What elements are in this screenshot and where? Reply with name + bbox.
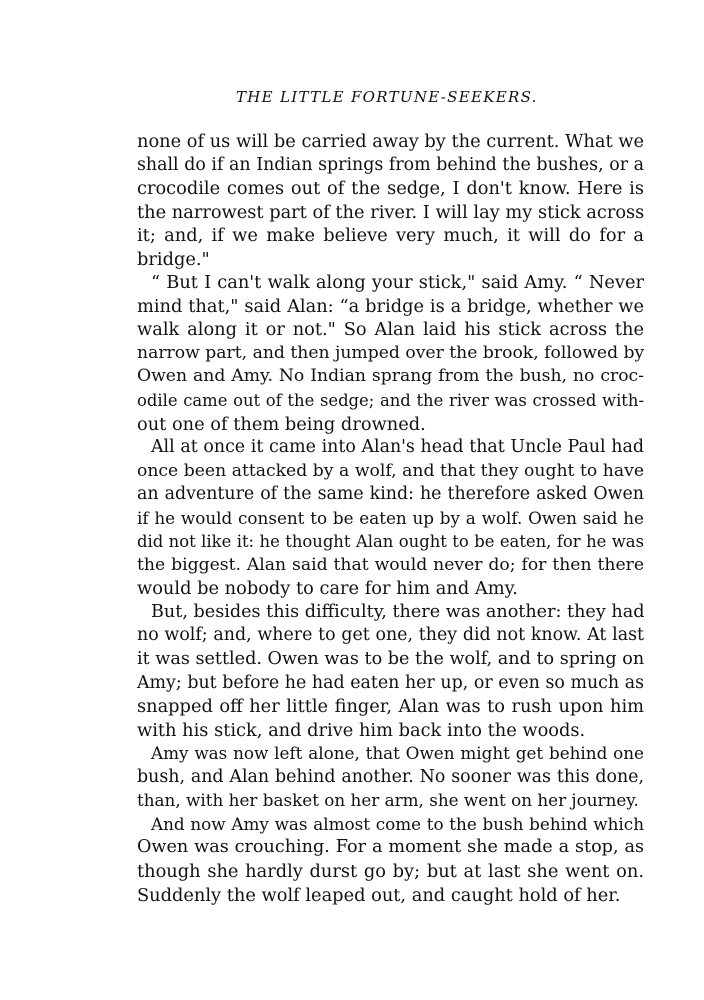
text-line: the biggest. Alan said that would never do; for then there	[137, 554, 644, 575]
text-line: it; and, if we make believe very much, it will do for a	[137, 225, 644, 247]
text-line: though she hardly durst go by; but at last she went on.	[137, 860, 644, 882]
text-line: narrow part, and then jumped over the brook, followed by	[137, 342, 645, 363]
text-line: the narrowest part of the river. I will lay my stick across	[137, 201, 645, 223]
text-line: once been attacked by a wolf, and that they ought to have	[137, 460, 644, 481]
text-line: Suddenly the wolf leaped out, and caught hold of her.	[137, 884, 621, 906]
text-line: it was settled. Owen was to be the wolf, and to spring on	[137, 649, 645, 670]
text-line: if he would consent to be eaten up by a wolf. Owen said he	[137, 507, 644, 528]
text-line: no wolf; and, where to get one, they did not know. At last	[137, 625, 644, 646]
text-line: Owen and Amy. No Indian sprang from the bush, no croc-	[137, 366, 644, 387]
text-line: bridge."	[137, 248, 210, 270]
text-line: would be nobody to care for him and Amy.	[137, 578, 518, 600]
text-line: none of us will be carried away by the current. What we	[137, 131, 644, 152]
text-line: mind that," said Alan: “a bridge is a bridge, whether we	[137, 295, 644, 317]
body-text	[137, 130, 644, 907]
text-line: But, besides this difficulty, there was another: they had	[151, 601, 645, 622]
text-line: odile came out of the sedge; and the river was crossed with-	[137, 391, 644, 411]
text-line: snapped off her little finger, Alan was to rush upon him	[137, 696, 644, 718]
running-head: THE LITTLE FORTUNE-SEEKERS.	[236, 88, 538, 106]
text-line: Amy; but before he had eaten her up, or even so much as	[137, 672, 644, 693]
text-line: an adventure of the same kind: he therefore asked Owen	[137, 484, 644, 505]
text-line: than, with her basket on her arm, she went on her journey.	[137, 790, 639, 811]
text-line: crocodile comes out of the sedge, I don't know. Here is	[137, 178, 644, 200]
text-line: And now Amy was almost come to the bush behind which	[151, 813, 644, 834]
text-line: bush, and Alan behind another. No sooner was this done,	[137, 766, 644, 787]
text-line: did not like it: he thought Alan ought to be eaten, for he was	[137, 532, 644, 552]
text-line: walk along it or not." So Alan laid his stick across the	[137, 319, 644, 341]
text-line: All at once it came into Alan's head that Uncle Paul had	[151, 437, 644, 458]
text-line: Amy was now left alone, that Owen might get behind one	[151, 743, 644, 764]
text-line: “ But I can't walk along your stick," said Amy. “ Never	[151, 272, 644, 294]
text-line: out one of them being drowned.	[137, 413, 426, 435]
text-line: Owen was crouching. For a moment she made a stop, as	[137, 837, 644, 858]
text-line: with his stick, and drive him back into the woods.	[137, 719, 586, 741]
text-line: shall do if an Indian springs from behind the bushes, or a	[137, 154, 644, 175]
